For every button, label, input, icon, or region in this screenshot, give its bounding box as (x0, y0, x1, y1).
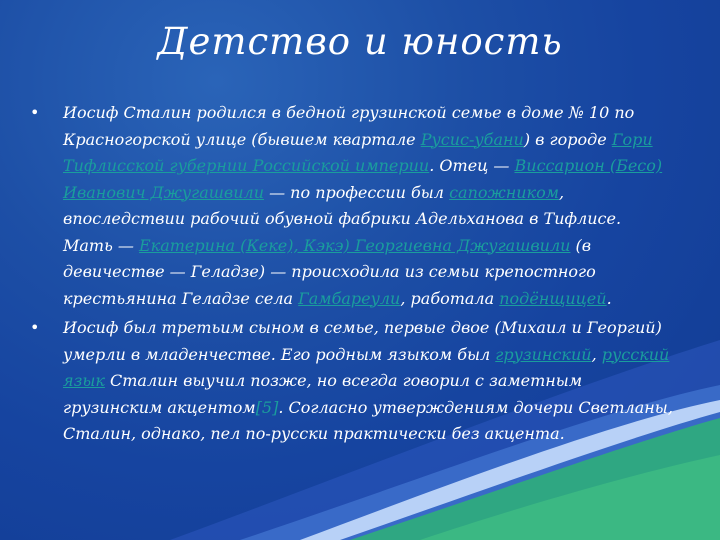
text-segment: , работала (400, 288, 500, 308)
link-gambareuli[interactable]: Гамбареули (298, 288, 401, 308)
link-sapozhnik[interactable]: сапожником (449, 182, 559, 202)
bullet-marker: • (30, 318, 40, 337)
text-segment: . Отец — (429, 156, 515, 175)
link-gori[interactable]: Гори Тифлисской губернии Российской империи (63, 129, 653, 175)
text-segment: ) в городе (523, 129, 612, 149)
bullet-paragraph-1 (30, 100, 675, 312)
link-vissarion[interactable]: Виссарион (Бесо) Иванович Джугашвили (63, 156, 663, 202)
text-segment: . (606, 288, 612, 308)
bullet-paragraph-2 (30, 315, 675, 448)
text-segment: . Согласно утверждениям дочери Светланы, Сталин, однако, пел по-русски практически без акцента. (63, 397, 673, 443)
text-segment: (в девичестве — Геладзе) — происходила из семьи крепостного крестьянина Геладзе села (63, 235, 596, 308)
bullet-marker: • (30, 103, 40, 122)
reference-link[interactable]: [5] (255, 397, 279, 417)
link-ekaterina[interactable]: Екатерина (Кеке), Кэкэ) Георгиевна Джугашвили (138, 235, 571, 255)
link-gruzinsky[interactable]: грузинский (495, 344, 592, 364)
link-podenshchitsa[interactable]: подёнщицей (499, 288, 607, 308)
text-segment: Иосиф был третьим сыном в семье, первые двое (Михаил и Георгий) умерли в младенчестве. Его родным языком был (63, 318, 662, 364)
text-segment: , впоследствии рабочий обувной фабрики Адельханова в Тифлисе. Мать — (63, 182, 622, 255)
slide-title: Детство и юность (157, 20, 563, 63)
text-segment: Сталин выучил позже, но всегда говорил с заметным грузинским акцентом (63, 371, 583, 417)
link-rusis-ubani[interactable]: Русис-убани (420, 129, 524, 149)
link-russky-yazyk[interactable]: русский язык (63, 344, 670, 390)
text-segment: Иосиф Сталин родился в бедной грузинской семье в доме № 10 по Красногорской улице (бывшем квартале (63, 103, 635, 149)
slide-content (30, 100, 675, 451)
text-segment: — по профессии был (264, 182, 450, 202)
text-segment: , (591, 344, 602, 364)
